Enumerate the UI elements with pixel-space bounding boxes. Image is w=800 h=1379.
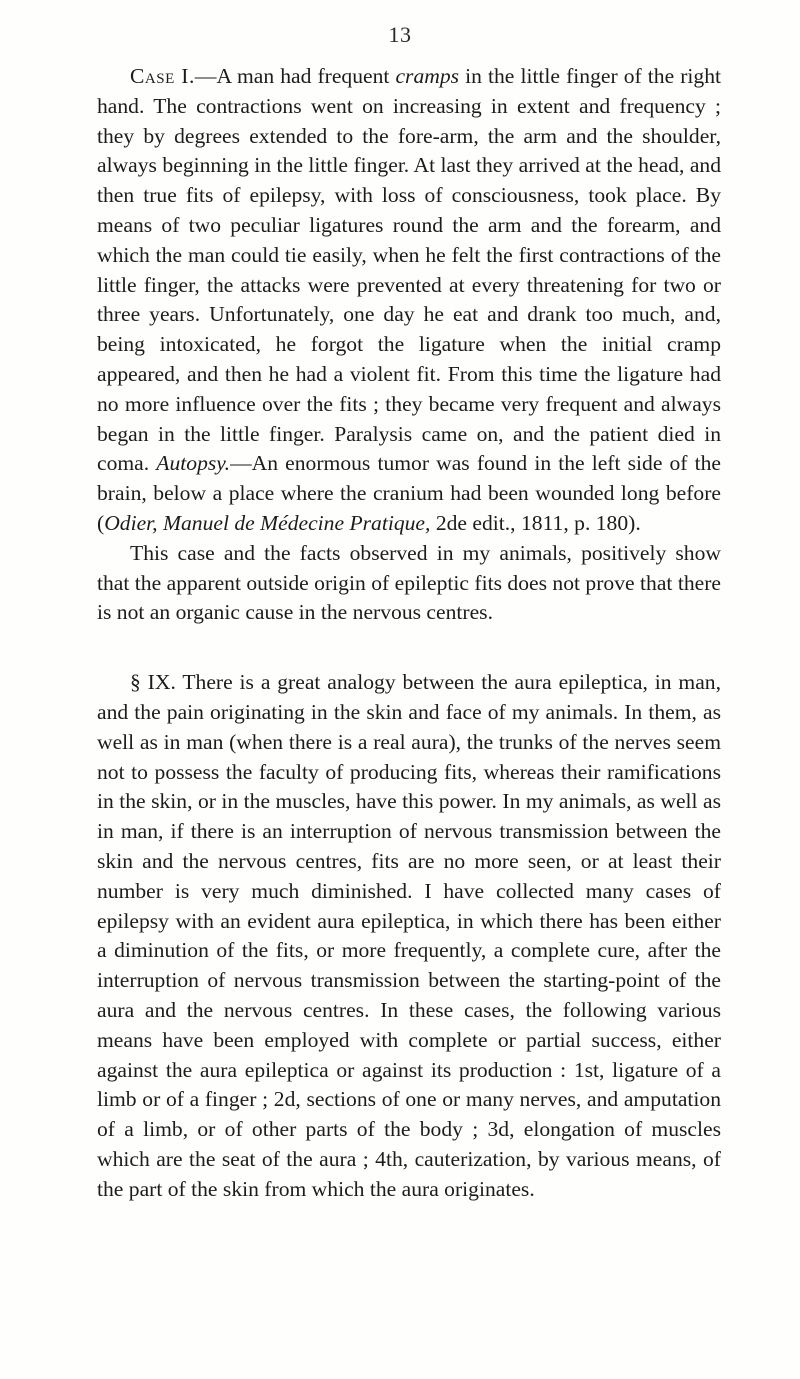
section-label: § IX. [130, 670, 176, 695]
case-text-1: —A man had frequent [194, 64, 396, 88]
page-body [97, 62, 721, 1204]
section-ix-paragraph [97, 668, 721, 1204]
case-label: Case I. [130, 64, 195, 88]
section-text: There is a great analogy between the aura epileptica, in man, and the pain originating in the skin and face of my animals. In them, as well as in man (when there is a real aura), the trunks of the nerves seem not to possess the faculty of producing fits, whereas their ramifications in the skin, or in the muscles, have this power. In my animals, as well as in man, if there is an interruption of nervous transmission between the skin and the nervous centres, fits are no more seen, or at least their number is very much diminished. I have collected many cases of epilepsy with an evident aura epileptica, in which there has been either a diminution of the fits, or more frequently, a complete cure, after the interruption of nervous transmission between the starting-point of the aura and the nervous centres. In these cases, the following various means have been employed with complete or partial success, either against the aura epileptica or against its production : 1st, ligature of a limb or of a finger ; 2d, sections of one or many nerves, and amputation of a limb, or of other parts of the body ; 3d, elongation of muscles which are the seat of the aura ; 4th, cauterization, by various means, of the part of the skin from which the aura originates. [97, 670, 722, 1201]
case-text-3: —An enormous tumor was found in the left side of the brain, below a place where the cranium had been wounded long before ( [97, 451, 721, 535]
case-text-4: 2de edit., 1811, p. 180). [430, 510, 641, 535]
case-paragraph [97, 62, 721, 539]
citation: Odier, Manuel de Médecine Pratique, [104, 510, 431, 535]
page-number: 13 [388, 22, 412, 47]
observation-paragraph: This case and the facts observed in my animals, positively show that the apparent outside origin of epileptic fits does not prove that there is not an organic cause in the nervous centres. [97, 540, 721, 625]
cramps-term: cramps [395, 64, 460, 88]
case-text-2: in the little finger of the right hand. The contractions went on increasing in extent and frequency ; they by degrees extended to the fore-arm, the arm and the shoulder, always beginning in the little finger. At last they arrived at the head, and then true fits of epilepsy, with loss of consciousness, took place. By means of two peculiar ligatures round the arm and the forearm, and which the man could tie easily, when he felt the first contractions of the little finger, the attacks were prevented at every threatening for two or three years. Unfortunately, one day he eat and drank too much, and, being intoxicated, he forgot the ligature when the initial cramp appeared, and then he had a violent fit. From this time the ligature had no more influence over the fits ; they became very frequent and always began in the little finger. Paralysis came on, and the patient died in coma. [97, 64, 721, 476]
autopsy-heading: Autopsy. [156, 451, 231, 476]
